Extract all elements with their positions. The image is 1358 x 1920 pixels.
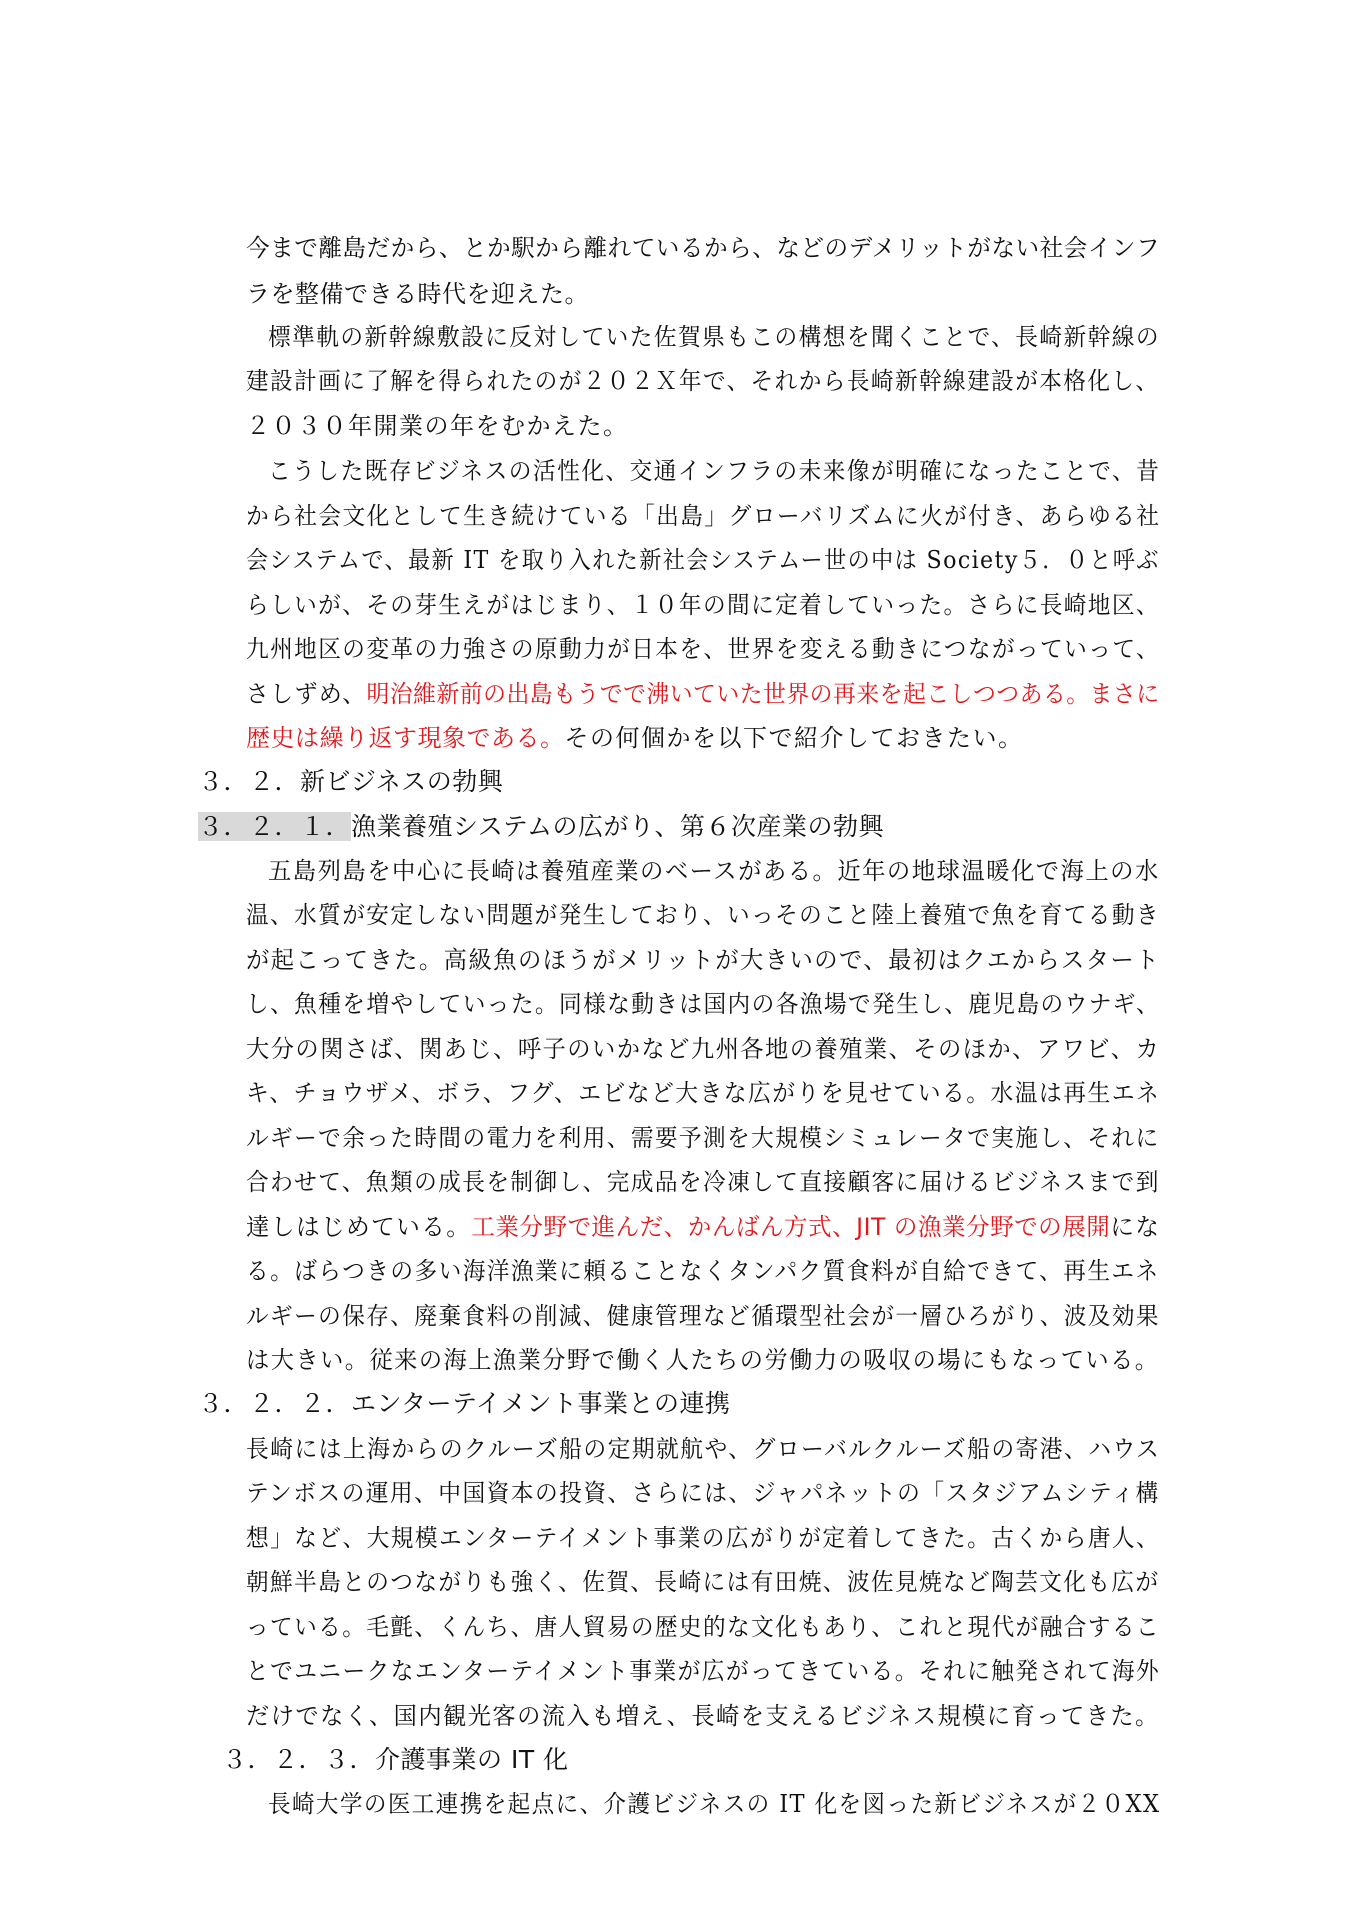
paragraph-line: 建設計画に了解を得られたのが２０２Ｘ年で、それから長崎新幹線建設が本格化し、 <box>246 367 1160 395</box>
paragraph-line: が起こってきた。高級魚のほうがメリットが大きいので、最初はクエからスタート <box>246 946 1161 974</box>
paragraph-line <box>246 1205 1160 1249</box>
paragraph-line: し、魚種を増やしていった。同様な動きは国内の各漁場で発生し、鹿児島のウナギ、 <box>246 990 1161 1018</box>
paragraph-line: から社会文化として生き続けている「出島」グローバリズムに火が付き、あらゆる社 <box>246 502 1161 530</box>
subsection-title: 漁業養殖システムの広がり、第６次産業の勃興 <box>351 812 885 841</box>
paragraph-line: らしいが、その芽生えがはじまり、１０年の間に定着していった。さらに長崎地区、 <box>246 591 1160 619</box>
paragraph-line: とでユニークなエンターテイメント事業が広がってきている。それに触発されて海外 <box>246 1657 1161 1685</box>
paragraph-line <box>246 672 1160 716</box>
section-heading: ３．２．新ビジネスの勃興 <box>198 767 504 796</box>
subsection-heading <box>198 805 884 849</box>
emphasis-text: 歴史は繰り返す現象である。 <box>246 724 565 752</box>
paragraph-line: こうした既存ビジネスの活性化、交通インフラの未来像が明確になったことで、昔 <box>268 457 1161 485</box>
paragraph-line: 合わせて、魚類の成長を制御し、完成品を冷凍して直接顧客に届けるビジネスまで到 <box>246 1168 1160 1196</box>
emphasis-text: 明治維新前の出島もうでで沸いていた世界の再来を起こしつつある。まさに <box>366 680 1160 708</box>
paragraph-line: 長崎大学の医工連携を起点に、介護ビジネスの IT 化を図った新ビジネスが２０XX <box>268 1790 1161 1818</box>
paragraph-line: 想」など、大規模エンターテイメント事業の広がりが定着してきた。古くから唐人、 <box>246 1524 1161 1552</box>
paragraph-line: 温、水質が安定しない問題が発生しており、いっそのこと陸上養殖で魚を育てる動き <box>246 901 1160 929</box>
paragraph-line: は大きい。従来の海上漁業分野で働く人たちの労働力の吸収の場にもなっている。 <box>246 1346 1160 1374</box>
paragraph-line: 五島列島を中心に長崎は養殖産業のベースがある。近年の地球温暖化で海上の水 <box>268 857 1160 885</box>
paragraph-line: 大分の関さば、関あじ、呼子のいかなど九州各地の養殖業、そのほか、アワビ、カ <box>246 1035 1161 1063</box>
paragraph-line: 長崎には上海からのクルーズ船の定期就航や、グローバルクルーズ船の寄港、ハウス <box>246 1435 1161 1463</box>
text-segment: にな <box>1110 1213 1161 1241</box>
paragraph-line: だけでなく、国内観光客の流入も増え、長崎を支えるビジネス規模に育ってきた。 <box>246 1702 1160 1730</box>
paragraph-line: 九州地区の変革の力強さの原動力が日本を、世界を変える動きにつながっていって、 <box>246 635 1161 663</box>
paragraph-line: ２０３０年開業の年をむかえた。 <box>246 412 629 440</box>
subsection-heading: ３．２．２．エンターテイメント事業との連携 <box>198 1389 731 1418</box>
paragraph-line <box>246 716 1024 760</box>
highlighted-number: ３．２．１． <box>198 812 352 841</box>
subsection-heading: ３．２．３．介護事業の IT 化 <box>222 1745 569 1774</box>
paragraph-line: キ、チョウザメ、ボラ、フグ、エビなど大きな広がりを見せている。水温は再生エネ <box>246 1079 1161 1107</box>
emphasis-text: 工業分野で進んだ、かんばん方式、JIT の漁業分野での展開 <box>471 1213 1111 1241</box>
paragraph-line: 今まで離島だから、とか駅から離れているから、などのデメリットがない社会インフ <box>246 234 1161 262</box>
paragraph-line: ルギーの保存、廃棄食料の削減、健康管理など循環型社会が一層ひろがり、波及効果 <box>246 1302 1160 1330</box>
paragraph-line: 会システムで、最新 IT を取り入れた新社会システムー世の中は Society５．０と呼ぶ <box>246 546 1160 574</box>
paragraph-line: 標準軌の新幹線敷設に反対していた佐賀県もこの構想を聞くことで、長崎新幹線の <box>268 323 1161 351</box>
text-segment: その何個かを以下で紹介しておきたい。 <box>564 724 1024 752</box>
paragraph-line: ルギーで余った時間の電力を利用、需要予測を大規模シミュレータで実施し、それに <box>246 1124 1160 1152</box>
paragraph-line: っている。毛氈、くんち、唐人貿易の歴史的な文化もあり、これと現代が融合するこ <box>246 1613 1160 1641</box>
paragraph-line: 朝鮮半島とのつながりも強く、佐賀、長崎には有田焼、波佐見焼など陶芸文化も広が <box>246 1568 1160 1596</box>
paragraph-line: テンボスの運用、中国資本の投資、さらには、ジャパネットの「スタジアムシティ構 <box>246 1479 1160 1507</box>
text-segment: 達しはじめている。 <box>246 1213 472 1241</box>
paragraph-line: る。ばらつきの多い海洋漁業に頼ることなくタンパク質食料が自給できて、再生エネ <box>246 1257 1160 1285</box>
paragraph-line: ラを整備できる時代を迎えた。 <box>246 280 589 308</box>
text-segment: さしずめ、 <box>246 680 367 708</box>
